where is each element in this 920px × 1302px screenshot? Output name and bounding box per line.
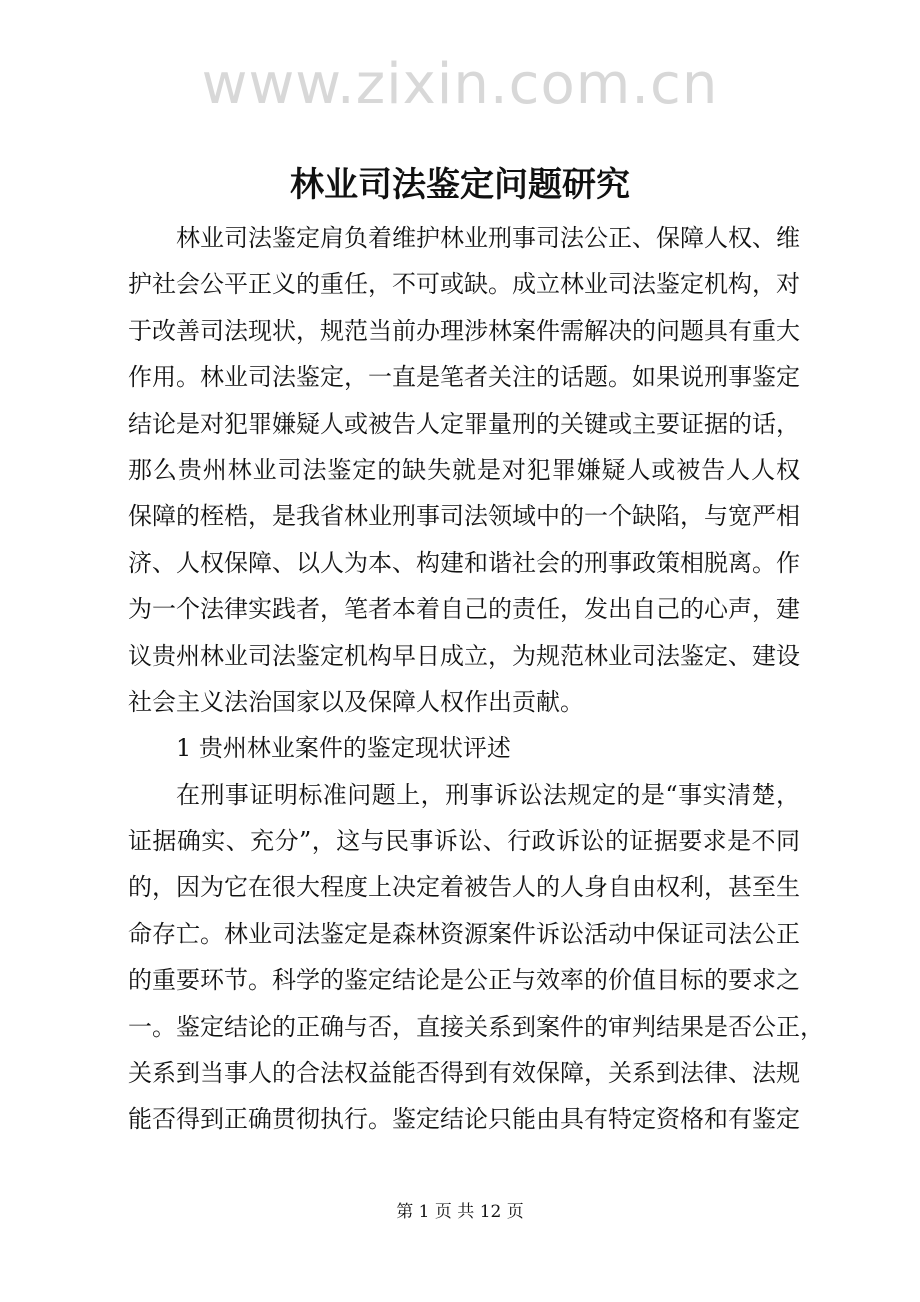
paragraph-line: 的，因为它在很大程度上决定着被告人的人身自由权利，甚至生 <box>128 873 800 902</box>
paragraph-line: 济、人权保障、以人为本、构建和谐社会的刑事政策相脱离。作 <box>128 548 800 577</box>
paragraph-line: 于改善司法现状，规范当前办理涉林案件需解决的问题具有重大 <box>128 316 800 345</box>
paragraph-line: 能否得到正确贯彻执行。鉴定结论只能由具有特定资格和有鉴定 <box>128 1105 800 1134</box>
paragraph-line: 作用。林业司法鉴定，一直是笔者关注的话题。如果说刑事鉴定 <box>128 363 800 392</box>
paragraph-line: 林业司法鉴定肩负着维护林业刑事司法公正、保障人权、维 <box>176 224 800 252</box>
watermark: www.zixin.com.cn <box>201 52 719 117</box>
paragraph-line: 证据确实、充分”，这与民事诉讼、行政诉讼的证据要求是不同 <box>128 827 800 856</box>
paragraph-line: 议贵州林业司法鉴定机构早日成立，为规范林业司法鉴定、建设 <box>128 641 800 670</box>
paragraph-line: 为一个法律实践者，笔者本着自己的责任，发出自己的心声，建 <box>128 595 800 624</box>
paragraph-line: 结论是对犯罪嫌疑人或被告人定罪量刑的关键或主要证据的话， <box>128 409 800 438</box>
paragraph-line: 那么贵州林业司法鉴定的缺失就是对犯罪嫌疑人或被告人人权 <box>128 455 800 484</box>
paragraph-line: 社会主义法治国家以及保障人权作出贡献。 <box>128 687 584 716</box>
paragraph-line: 一。鉴定结论的正确与否，直接关系到案件的审判结果是否公正， <box>128 1012 824 1041</box>
paragraph-line: 护社会公平正义的重任，不可或缺。成立林业司法鉴定机构，对 <box>128 270 800 299</box>
paragraph-line: 命存亡。林业司法鉴定是森林资源案件诉讼活动中保证司法公正 <box>128 919 800 948</box>
paragraph-line: 保障的桎梏，是我省林业刑事司法领域中的一个缺陷，与宽严相 <box>128 502 800 531</box>
page-number: 第 1 页 共 12 页 <box>396 1202 524 1222</box>
paragraph-line: 关系到当事人的合法权益能否得到有效保障，关系到法律、法规 <box>128 1059 800 1088</box>
paragraph-line: 在刑事证明标准问题上，刑事诉讼法规定的是“事实清楚， <box>176 780 800 809</box>
document-title: 林业司法鉴定问题研究 <box>290 165 630 205</box>
document-body <box>128 215 824 1143</box>
section-heading: 1 贵州林业案件的鉴定现状评述 <box>176 734 511 763</box>
paragraph-line: 的重要环节。科学的鉴定结论是公正与效率的价值目标的要求之 <box>128 966 800 995</box>
